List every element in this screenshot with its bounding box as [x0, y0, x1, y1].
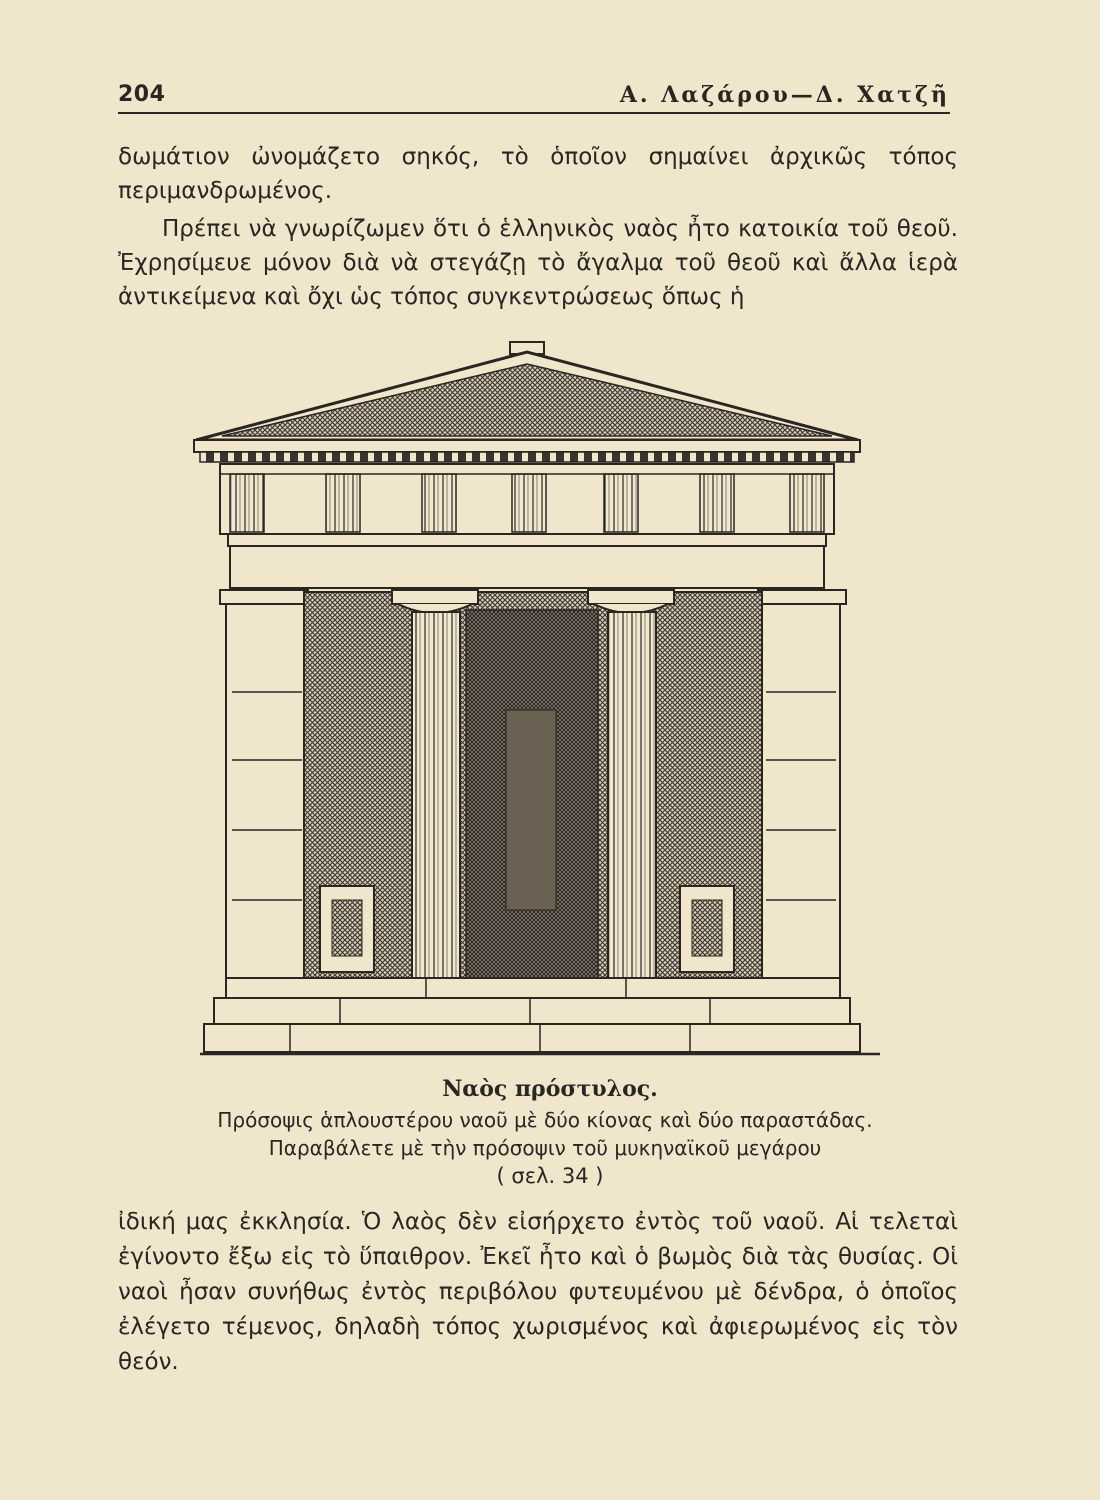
page-number: 204 — [118, 82, 166, 107]
temple-drawing — [190, 340, 890, 1060]
paragraph-1: δωμάτιον ὠνομάζετο σηκός, τὸ ὁποῖον σημαίνει ἀρχικῶς τόπος περιμανδρωμένος. — [118, 144, 958, 204]
figure-caption-reference: ( σελ. 34 ) — [496, 1164, 604, 1188]
running-head: Α. Λαζάρου—Δ. Χατζῆ — [619, 82, 950, 108]
temple-illustration — [190, 340, 890, 1060]
figure-caption-title: Ναὸς πρόστυλος. — [442, 1076, 658, 1102]
page-header — [118, 80, 950, 114]
figure-caption-text: Πρόσοψις ἁπλουστέρου ναοῦ μὲ δύο κίονας καὶ δύο παραστάδας. Παραβάλετε μὲ τὴν πρόσοψιν τοῦ μυκηναϊκοῦ μεγάρου — [217, 1108, 873, 1160]
paragraph-2: Πρέπει νὰ γνωρίζωμεν ὅτι ὁ ἑλληνικὸς ναὸς ἦτο κατοικία τοῦ θεοῦ. Ἐχρησίμευε μόνον διὰ νὰ στεγάζῃ τὸ ἄγαλμα τοῦ θεοῦ καὶ ἄλλα ἱερὰ ἀντικείμενα καὶ ὄχι ὡς τόπος συγκεντρώσεως ὅπως ἡ — [118, 216, 958, 310]
paragraph-3: ἰδική μας ἐκκλησία. Ὁ λαὸς δὲν εἰσήρχετο ἐντὸς τοῦ ναοῦ. Αἱ τελεταὶ ἐγίνοντο ἔξω εἰς τὸ ὕπαιθρον. Ἐκεῖ ἦτο καὶ ὁ βωμὸς διὰ τὰς θυσίας. Οἱ ναοὶ ἦσαν συνήθως ἐντὸς περιβόλου φυτευμένου μὲ δένδρα, ὁ ὁποῖος ἐλέγετο τέμενος, δηλαδὴ τόπος χωρισμένος καὶ ἀφιερωμένος εἰς τὸν θεόν. — [118, 1209, 958, 1375]
